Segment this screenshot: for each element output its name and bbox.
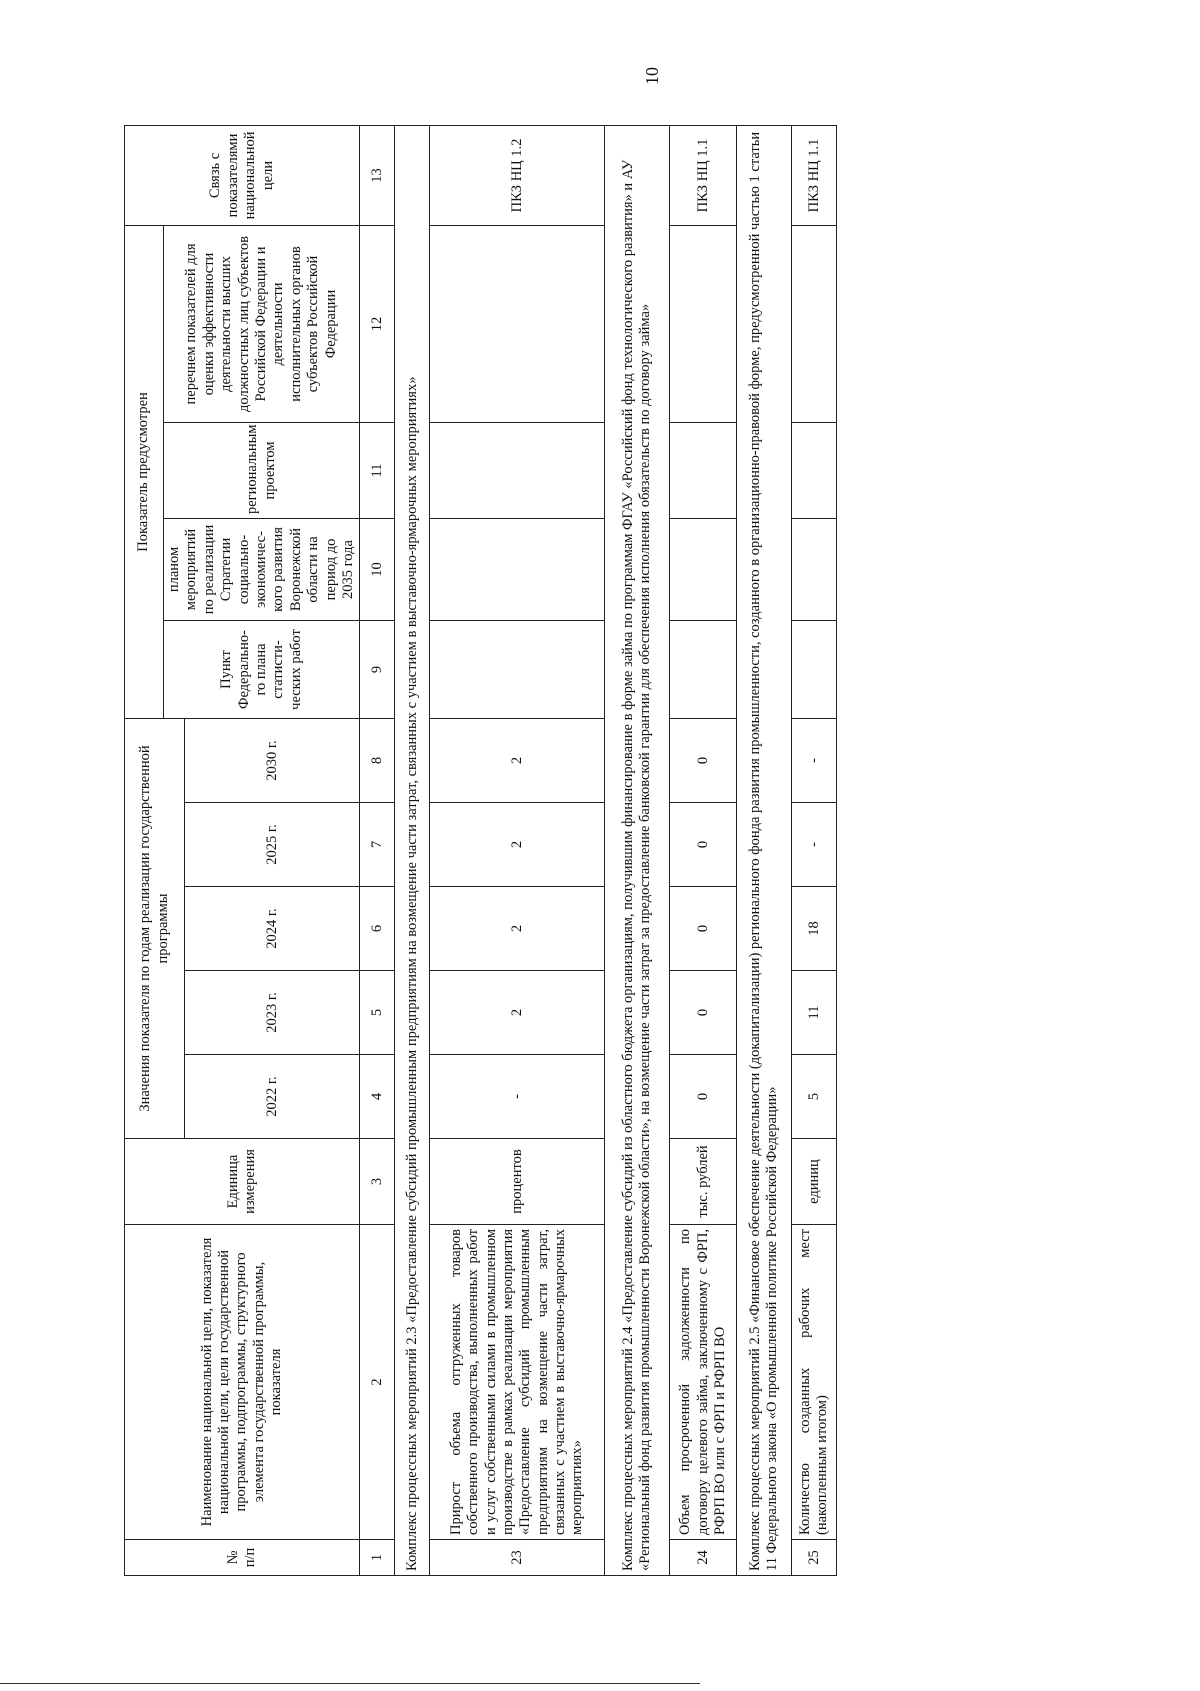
value-2025: 0 xyxy=(670,803,737,887)
index-cell: 4 xyxy=(360,1055,395,1139)
empty-cell xyxy=(792,621,837,719)
header-link: Связь с показателями национальной цели xyxy=(125,125,360,225)
value-2022: 5 xyxy=(792,1055,837,1139)
empty-cell xyxy=(670,423,737,519)
empty-cell xyxy=(430,621,605,719)
header-year-2024: 2024 г. xyxy=(185,887,360,971)
header-row-1 xyxy=(125,125,164,1575)
row-link: ПКЗ НЦ 1.2 xyxy=(430,125,605,225)
rotated-table-wrapper xyxy=(124,126,1079,1576)
value-2023: 2 xyxy=(430,971,605,1055)
column-index-row xyxy=(360,125,395,1575)
index-cell: 2 xyxy=(360,1225,395,1540)
value-2023: 0 xyxy=(670,971,737,1055)
empty-cell xyxy=(670,621,737,719)
header-year-2023: 2023 г. xyxy=(185,971,360,1055)
value-2030: - xyxy=(792,719,837,803)
row-num: 23 xyxy=(430,1540,605,1576)
table-row xyxy=(430,125,605,1575)
header-name: Наименование национальной цели, показателя национальной цели, цели государственной программы, подпрограммы, структурного элемента государственной программы, показателя xyxy=(125,1225,360,1540)
row-num: 25 xyxy=(792,1540,837,1576)
index-cell: 8 xyxy=(360,719,395,803)
value-2030: 2 xyxy=(430,719,605,803)
value-2024: 0 xyxy=(670,887,737,971)
index-cell: 9 xyxy=(360,621,395,719)
row-unit: тыс. рублей xyxy=(670,1139,737,1225)
section-row xyxy=(605,125,670,1575)
page-number: 10 xyxy=(642,67,662,85)
header-eval-list: перечнем показателей для оценки эффективности деятельности высших должностных лиц субъектов Российской Федерации и деятельности исполнительных органов субъектов Российской Федерации xyxy=(164,225,360,422)
index-cell: 7 xyxy=(360,803,395,887)
section-row xyxy=(737,125,792,1575)
header-num: № п/п xyxy=(125,1540,360,1576)
header-fed-plan: Пункт Федерально-го плана статисти-ческих работ xyxy=(164,621,360,719)
index-cell: 13 xyxy=(360,125,395,225)
section-title: Комплекс процессных мероприятий 2.3 «Предоставление субсидий промышленным предприятиям на возмещение части затрат, связанных с участием в выставочно-ярмарочных мероприятиях» xyxy=(395,125,430,1575)
header-year-2022: 2022 г. xyxy=(185,1055,360,1139)
section-row xyxy=(395,125,430,1575)
empty-cell xyxy=(430,225,605,422)
row-unit: единиц xyxy=(792,1139,837,1225)
indicators-table xyxy=(124,125,837,1576)
header-year-2025: 2025 г. xyxy=(185,803,360,887)
index-cell: 12 xyxy=(360,225,395,422)
empty-cell xyxy=(430,519,605,621)
value-2030: 0 xyxy=(670,719,737,803)
value-2025: - xyxy=(792,803,837,887)
header-strategy-plan: планом мероприятий по реализации Стратегии социально-экономичес-кого развития Воронежской области на период до 2035 года xyxy=(164,519,360,621)
header-year-2030: 2030 г. xyxy=(185,719,360,803)
empty-cell xyxy=(792,423,837,519)
value-2023: 11 xyxy=(792,971,837,1055)
index-cell: 11 xyxy=(360,423,395,519)
index-cell: 6 xyxy=(360,887,395,971)
header-regional-project: региональным проектом xyxy=(164,423,360,519)
row-link: ПКЗ НЦ 1.1 xyxy=(670,125,737,225)
index-cell: 3 xyxy=(360,1139,395,1225)
table-row xyxy=(670,125,737,1575)
header-values-group: Значения показателя по годам реализации государственной программы xyxy=(125,719,185,1139)
value-2024: 18 xyxy=(792,887,837,971)
index-cell: 1 xyxy=(360,1540,395,1576)
header-provided-group: Показатель предусмотрен xyxy=(125,225,164,718)
row-name: Прирост объема отгруженных товаров собственного производства, выполненных работ и услуг собственными силами в промышленном производстве в рамках реализации мероприятия «Предоставление субсидий промышленным предприятиям на возмещение части затрат, связанных с участием в выставочно-ярмарочных мероприятиях» xyxy=(430,1225,605,1540)
row-link: ПКЗ НЦ 1.1 xyxy=(792,125,837,225)
row-name: Количество созданных рабочих мест (накопленным итогом) xyxy=(792,1225,837,1540)
index-cell: 5 xyxy=(360,971,395,1055)
value-2022: - xyxy=(430,1055,605,1139)
value-2022: 0 xyxy=(670,1055,737,1139)
page-footer-rule xyxy=(0,1683,700,1684)
table-row xyxy=(792,125,837,1575)
index-cell: 10 xyxy=(360,519,395,621)
empty-cell xyxy=(430,423,605,519)
row-name: Объем просроченной задолженности по договору целевого займа, заключенному с ФРП, РФРП ВО или с ФРП и РФРП ВО xyxy=(670,1225,737,1540)
empty-cell xyxy=(792,519,837,621)
value-2025: 2 xyxy=(430,803,605,887)
row-num: 24 xyxy=(670,1540,737,1576)
empty-cell xyxy=(670,519,737,621)
empty-cell xyxy=(792,225,837,422)
row-unit: процентов xyxy=(430,1139,605,1225)
empty-cell xyxy=(670,225,737,422)
value-2024: 2 xyxy=(430,887,605,971)
section-title: Комплекс процессных мероприятий 2.4 «Предоставление субсидий из областного бюджета организациям, получившим финансирование в форме займа по программам ФГАУ «Российский фонд технологического развития» и АУ «Региональный фонд развития промышленности Воронежской области», на возмещение части затрат за предоставление банковской гарантии для обеспечения исполнения обязательств по договору займа» xyxy=(605,125,670,1575)
section-title: Комплекс процессных мероприятий 2.5 «Финансовое обеспечение деятельности (докапитализации) регионального фонда развития промышленности, созданного в организационно-правовой форме, предусмотренной частью 1 статьи 11 Федерального закона «О промышленной политике Российской Федерации» xyxy=(737,125,792,1575)
header-unit: Единица измерения xyxy=(125,1139,360,1225)
